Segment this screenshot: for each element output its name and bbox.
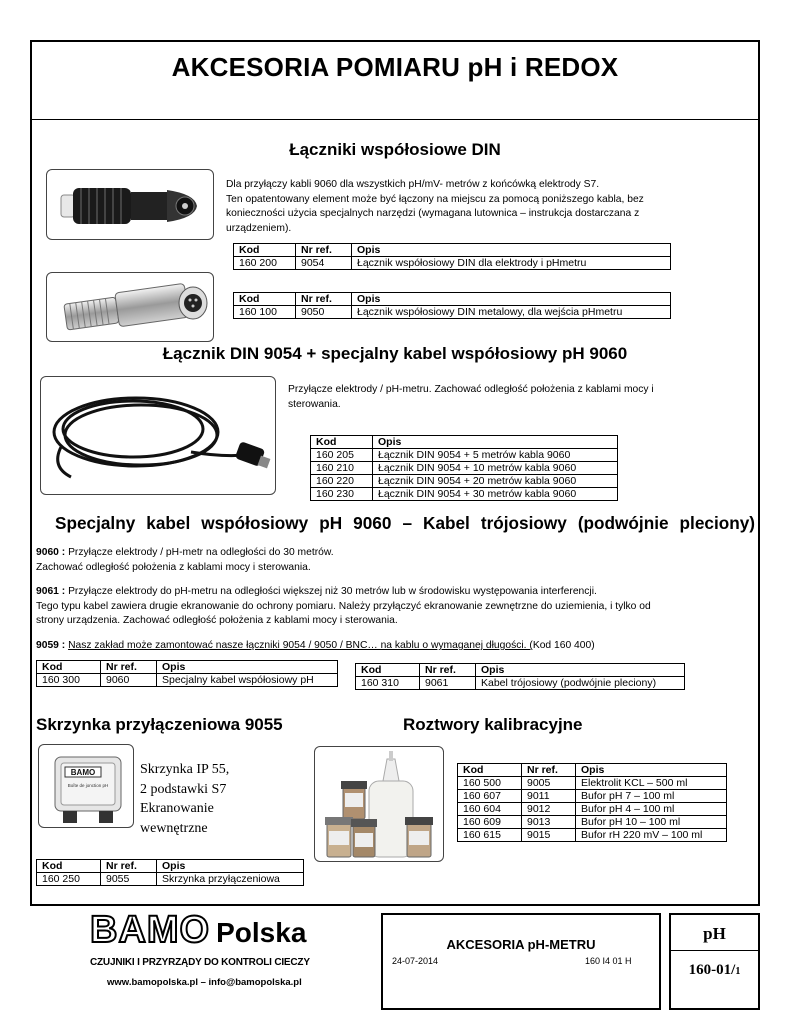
section-heading-din-cable: Łącznik DIN 9054 + specjalny kabel współosiowy pH 9060 (162, 344, 628, 363)
junction-box-label: Boîte de jonction pH (67, 783, 109, 788)
table-row: 160 220 Łącznik DIN 9054 + 20 metrów kabla 9060 (311, 475, 618, 488)
footer-category-divider (669, 950, 760, 951)
table-row: 160 205 Łącznik DIN 9054 + 5 metrów kabla 9060 (311, 449, 618, 462)
paragraph-9059: 9059 : Nasz zakład może zamontować nasze łączniki 9054 / 9050 / BNC… na kablu o wymaganej długości. (Kod 160 400) (36, 640, 595, 651)
footer-doc-title: AKCESORIA pH-METRU (446, 937, 596, 952)
table-row: 160 609 9013 Bufor pH 10 – 100 ml (458, 816, 727, 829)
table-row: 160 250 9055 Skrzynka przyłączeniowa (37, 873, 304, 886)
table-9054: Kod Nr ref. Opis 160 200 9054 Łącznik współosiowy DIN dla elektrody i pHmetru (233, 243, 671, 270)
section-heading-calibration: Roztwory kalibracyjne (403, 715, 583, 734)
footer-category: pH (703, 924, 726, 943)
table-9061: Kod Nr ref. Opis 160 310 9061 Kabel trójosiowy (podwójnie pleciony) (355, 663, 685, 690)
din-connector-9050-metal-image (46, 272, 214, 342)
table-9060: Kod Nr ref. Opis 160 300 9060 Specjalny kabel współosiowy pH (36, 660, 338, 687)
table-row: 160 615 9015 Bufor rH 220 mV – 100 ml (458, 829, 727, 842)
table-row: 160 230 Łącznik DIN 9054 + 30 metrów kabla 9060 (311, 488, 618, 501)
junction-box-description: Skrzynka IP 55, 2 podstawki S7 Ekranowanie wewnętrzne (140, 762, 230, 836)
din-cable-description: Przyłącze elektrody / pH-metru. Zachować odległość położenia z kablami mocy i sterowania. (288, 384, 654, 410)
table-row: 160 604 9012 Bufor pH 4 – 100 ml (458, 803, 727, 816)
table-row: 160 100 9050 Łącznik współosiowy DIN metalowy, dla wejścia pHmetru (234, 306, 671, 319)
paragraph-9060: 9060 : Przyłącze elektrody / pH-metr na odległości do 30 metrów. Zachować odległość położenia z kablami mocy i sterowania. (36, 547, 334, 573)
table-row: 160 607 9011 Bufor pH 7 – 100 ml (458, 790, 727, 803)
section-heading-din-connectors: Łączniki współosiowe DIN (289, 140, 501, 159)
paragraph-9061: 9061 : Przyłącze elektrody do pH-metru na odległości większej niż 30 metrów lub w środowisku występowania interferencji. Tego typu kabel zawiera drugie ekranowanie do ochrony pomiaru. Należy przyłączyć ekranowanie zewnętrzne do uziemienia, i tylko od strony urządzenia. Zachować odległość położenia z kablami mocy i sterowania. (36, 586, 651, 627)
table-row: 160 500 9005 Elektrolit KCL – 500 ml (458, 777, 727, 790)
page-title: AKCESORIA POMIARU pH i REDOX (171, 52, 619, 82)
footer-doc-code: 160 I4 01 H (585, 956, 632, 966)
logo-suffix: Polska (216, 917, 307, 948)
title-divider (32, 119, 758, 120)
table-row: 160 300 9060 Specjalny kabel współosiowy pH (37, 674, 338, 687)
cable-9060-image (40, 376, 276, 495)
table-row: 160 210 Łącznik DIN 9054 + 10 metrów kabla 9060 (311, 462, 618, 475)
logo-brand: BAMO (90, 909, 211, 951)
section-heading-junction-box: Skrzynka przyłączeniowa 9055 (36, 715, 283, 734)
din-connectors-description: Dla przyłączy kabli 9060 dla wszystkich pH/mV- metrów z końcówką elektrody S7. Ten opatentowany element może być łączony na miejscu za pomocą poniższego kabla, bez konieczności użycia specjalnych narzędzi (wymagana lutownica – instrukcja dostarczana z urządzeniem). (226, 179, 644, 234)
footer-date: 24-07-2014 (392, 956, 439, 966)
din-connector-9054-image (46, 169, 214, 240)
section-heading-special-cable: Specjalny kabel współosiowy pH 9060 – Kabel trójosiowy (podwójnie pleciony) (55, 513, 755, 533)
footer-web-email[interactable]: www.bamopolska.pl – info@bamopolska.pl (107, 977, 302, 988)
table-calibration: Kod Nr ref. Opis 160 500 9005 Elektrolit KCL – 500 ml 160 607 9011 Bufor pH 7 – 100 ml 160 604 9012 Bufor pH 4 – 100 ml 160 609 9013 Bufor pH 10 – 100 ml 160 615 9015 Bufor rH 220 mV – 100 ml (457, 763, 727, 842)
calibration-solutions-image (314, 746, 444, 862)
junction-box-brand: BAMO (70, 768, 96, 777)
table-junction-box: Kod Nr ref. Opis 160 250 9055 Skrzynka przyłączeniowa (36, 859, 304, 886)
bamo-polska-logo (90, 910, 340, 950)
table-row: 160 200 9054 Łącznik współosiowy DIN dla elektrody i pHmetru (234, 257, 671, 270)
table-9050: Kod Nr ref. Opis 160 100 9050 Łącznik współosiowy DIN metalowy, dla wejścia pHmetru (233, 292, 671, 319)
junction-box-image (38, 744, 134, 828)
table-din-cable: Kod Opis 160 205 Łącznik DIN 9054 + 5 metrów kabla 9060 160 210 Łącznik DIN 9054 + 10 metrów kabla 9060 160 220 Łącznik DIN 9054 + 20 metrów kabla 9060 160 230 Łącznik DIN 9054 + 30 metrów kabla 9060 (310, 435, 618, 501)
footer-page-number: 160-01/1 (688, 962, 741, 978)
table-row: 160 310 9061 Kabel trójosiowy (podwójnie pleciony) (356, 677, 685, 690)
footer-tagline: CZUJNIKI I PRZYRZĄDY DO KONTROLI CIECZY (90, 957, 310, 968)
